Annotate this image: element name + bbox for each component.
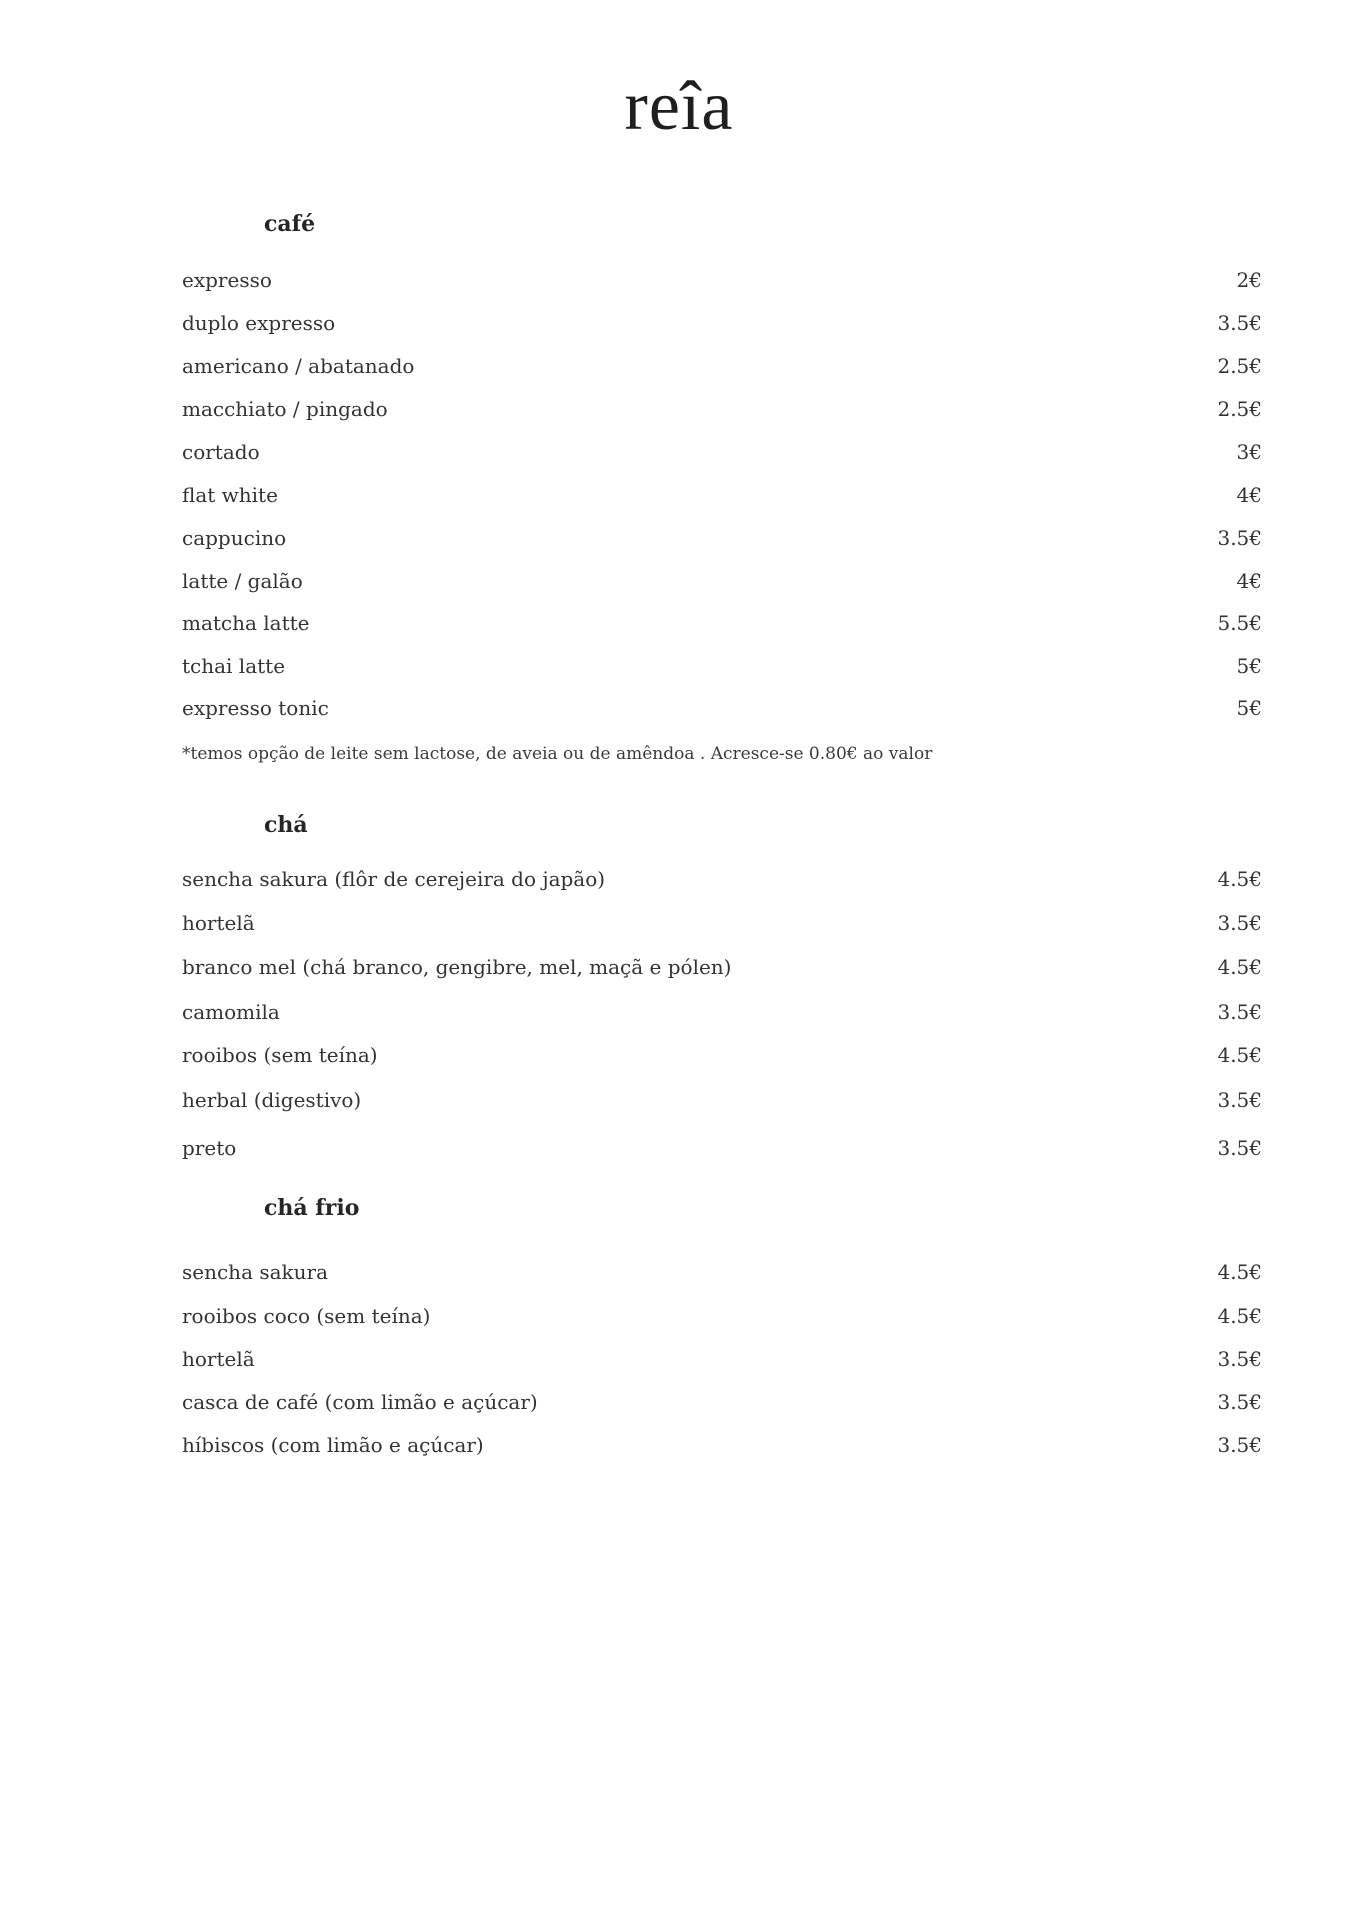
milk-option-note: *temos opção de leite sem lactose, de aveia ou de amêndoa . Acresce-se 0.80€ ao valor [182,744,933,764]
item-price: 3.5€ [1217,911,1262,935]
menu-item [182,952,1262,982]
item-name: hortelã [182,1347,255,1371]
item-name: casca de café (com limão e açúcar) [182,1390,538,1414]
item-name: preto [182,1136,237,1160]
menu-item [182,997,1262,1027]
item-name: sencha sakura [182,1260,329,1284]
item-name: americano / abatanado [182,354,415,378]
item-price: 4.5€ [1217,1043,1262,1067]
menu-item [182,651,1262,681]
menu-item [182,1301,1262,1331]
menu-item [182,1257,1262,1287]
item-name: herbal (digestivo) [182,1088,362,1112]
menu-item [182,394,1262,424]
item-price: 3.5€ [1217,1136,1262,1160]
item-price: 3.5€ [1217,526,1262,550]
item-name: matcha latte [182,611,310,635]
item-name: expresso [182,268,272,292]
menu-item [182,1040,1262,1070]
menu-item [182,437,1262,467]
menu-item [182,308,1262,338]
item-price: 4.5€ [1217,955,1262,979]
item-price: 3.5€ [1217,1433,1262,1457]
item-price: 3.5€ [1217,311,1262,335]
item-price: 3€ [1236,440,1262,464]
menu-item [182,265,1262,295]
item-price: 3.5€ [1217,1000,1262,1024]
item-price: 4.5€ [1217,867,1262,891]
item-price: 2.5€ [1217,397,1262,421]
item-price: 3.5€ [1217,1390,1262,1414]
menu-item [182,1133,1262,1163]
item-name: hortelã [182,911,255,935]
menu-item [182,351,1262,381]
item-name: macchiato / pingado [182,397,388,421]
item-name: cappucino [182,526,287,550]
item-name: híbiscos (com limão e açúcar) [182,1433,484,1457]
menu-item [182,693,1262,723]
item-price: 4€ [1236,483,1262,507]
item-name: tchai latte [182,654,286,678]
menu-item [182,908,1262,938]
menu-item [182,864,1262,894]
item-price: 5.5€ [1217,611,1262,635]
item-price: 5€ [1236,696,1262,720]
item-name: camomila [182,1000,280,1024]
section-title-cafe: café [264,211,316,237]
menu-item [182,1085,1262,1115]
menu-item [182,523,1262,553]
menu-item [182,1344,1262,1374]
section-title-cha: chá [264,812,308,838]
item-price: 4.5€ [1217,1260,1262,1284]
menu-item [182,1430,1262,1460]
item-name: duplo expresso [182,311,336,335]
item-price: 3.5€ [1217,1088,1262,1112]
item-price: 2€ [1236,268,1262,292]
item-name: sencha sakura (flôr de cerejeira do japão) [182,867,606,891]
item-price: 4€ [1236,569,1262,593]
menu-item [182,1387,1262,1417]
item-price: 4.5€ [1217,1304,1262,1328]
item-name: rooibos (sem teína) [182,1043,378,1067]
menu-item [182,566,1262,596]
section-title-cha-frio: chá frio [264,1195,360,1221]
item-name: cortado [182,440,260,464]
brand-logo: reîa [624,68,734,145]
item-name: branco mel (chá branco, gengibre, mel, maçã e pólen) [182,955,732,979]
menu-item [182,480,1262,510]
item-price: 3.5€ [1217,1347,1262,1371]
item-name: latte / galão [182,569,303,593]
item-price: 5€ [1236,654,1262,678]
item-name: rooibos coco (sem teína) [182,1304,431,1328]
item-name: flat white [182,483,278,507]
item-name: expresso tonic [182,696,329,720]
item-price: 2.5€ [1217,354,1262,378]
menu-item [182,608,1262,638]
